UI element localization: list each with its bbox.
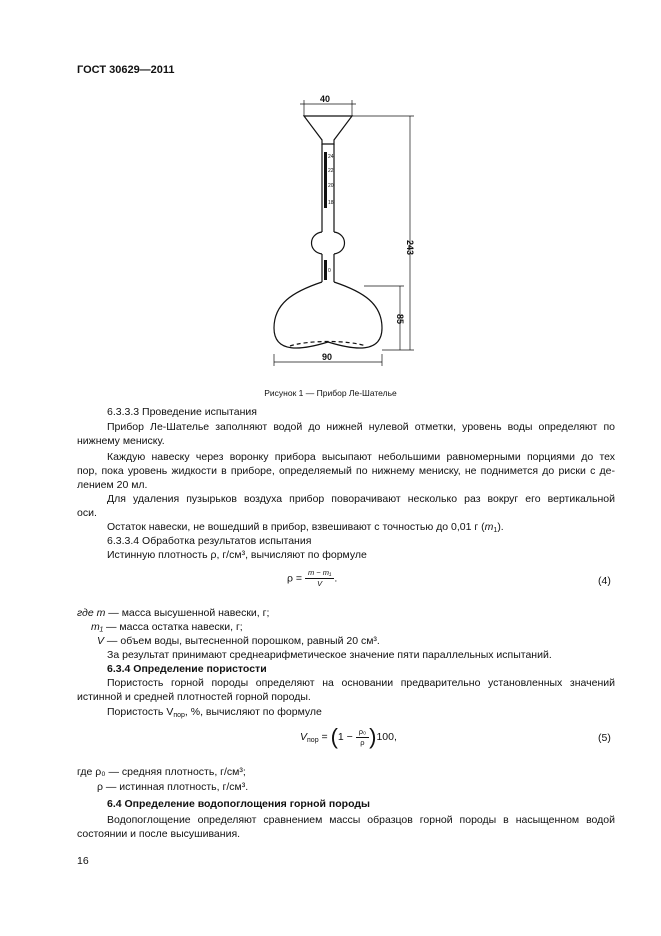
formula-number: (4): [598, 575, 611, 587]
figure-caption: Рисунок 1 — Прибор Ле-Шателье: [264, 388, 397, 398]
scale-mark: 22: [328, 168, 334, 174]
scale-mark: 18: [328, 200, 334, 206]
section-title: 6.3.3.3 Проведение испытания: [107, 406, 257, 418]
scale-mark: 20: [328, 183, 334, 189]
formula-number: (5): [598, 732, 611, 744]
section-title: 6.4 Определение водопоглощения горной породы: [107, 798, 370, 810]
paragraph-line: Пористость $V_{пор}$, %, вычисляют по формуле: [107, 706, 322, 719]
section-title: 6.3.3.4 Обработка результатов испытания: [107, 535, 312, 547]
formula-5: $V_{пор} = (1$ − $\frac{\text{ρ₀}}{\rho}$ )100,: [300, 724, 397, 749]
paragraph-line: оси.: [77, 507, 97, 519]
paragraph-line: Прибор Ле-Шателье заполняют водой до нижней нулевой отметки, уровень воды определяют по: [107, 421, 615, 433]
paragraph-line: нижнему мениску.: [77, 435, 165, 447]
dimension-top-label: 40: [320, 94, 331, 104]
definition-line: V — объем воды, вытесненной порошком, равный 20 см³.: [97, 635, 380, 647]
paragraph-line: Пористость горной породы определяют на основании предварительно установленных значений: [107, 677, 615, 689]
paragraph-line: Для удаления пузырьков воздуха прибор поворачивают несколько раз вокруг его вертикальной: [107, 493, 615, 505]
paragraph-line: Остаток навески, не вошедший в прибор, взвешивают с точностью до 0,01 г $(m_1)$.: [107, 521, 504, 534]
section-title: 6.3.4 Определение пористости: [107, 663, 267, 675]
paragraph-line: лением 20 мл.: [77, 479, 148, 491]
paragraph-line: Каждую навеску через воронку прибора высыпают небольшими равномерными порциями до тех: [107, 451, 615, 463]
dimension-total-label: 243: [405, 240, 415, 256]
page-number: 16: [77, 855, 89, 867]
paragraph-line: За результат принимают среднеарифметическое значение пяти параллельных испытаний.: [107, 649, 552, 661]
paragraph-line: Водопоглощение определяют сравнением массы образцов горной породы в насыщенном водой: [107, 814, 615, 826]
document-header: ГОСТ 30629—2011: [77, 64, 175, 76]
dimension-bulb-label: 85: [395, 314, 405, 325]
dimension-bottom-label: 90: [322, 352, 333, 362]
paragraph-line: состоянии и после высушивания.: [77, 828, 241, 840]
formula-4: ρ = $\frac{\text{m − m₁}}{V}$ .: [287, 568, 338, 588]
definition-line: где m — масса высушенной навески, г;: [77, 607, 270, 619]
definition-line: ρ — истинная плотность, г/см³.: [97, 781, 249, 793]
scale-mark: 0: [328, 268, 331, 274]
definition-line: m₁ — масса остатка навески, г;: [91, 621, 243, 633]
le-chatelier-flask-figure: [262, 92, 426, 368]
scale-mark: 24: [328, 154, 334, 160]
paragraph-line: пор, пока уровень жидкости в приборе, определяемый по нижнему мениску, не поднимется до риски с де-: [77, 465, 615, 477]
paragraph-line: Истинную плотность ρ, г/см³, вычисляют по формуле: [107, 549, 367, 561]
definition-line: где ρ₀ — средняя плотность, г/см³;: [77, 766, 246, 778]
paragraph-line: истинной и средней плотностей горной породы.: [77, 691, 311, 703]
